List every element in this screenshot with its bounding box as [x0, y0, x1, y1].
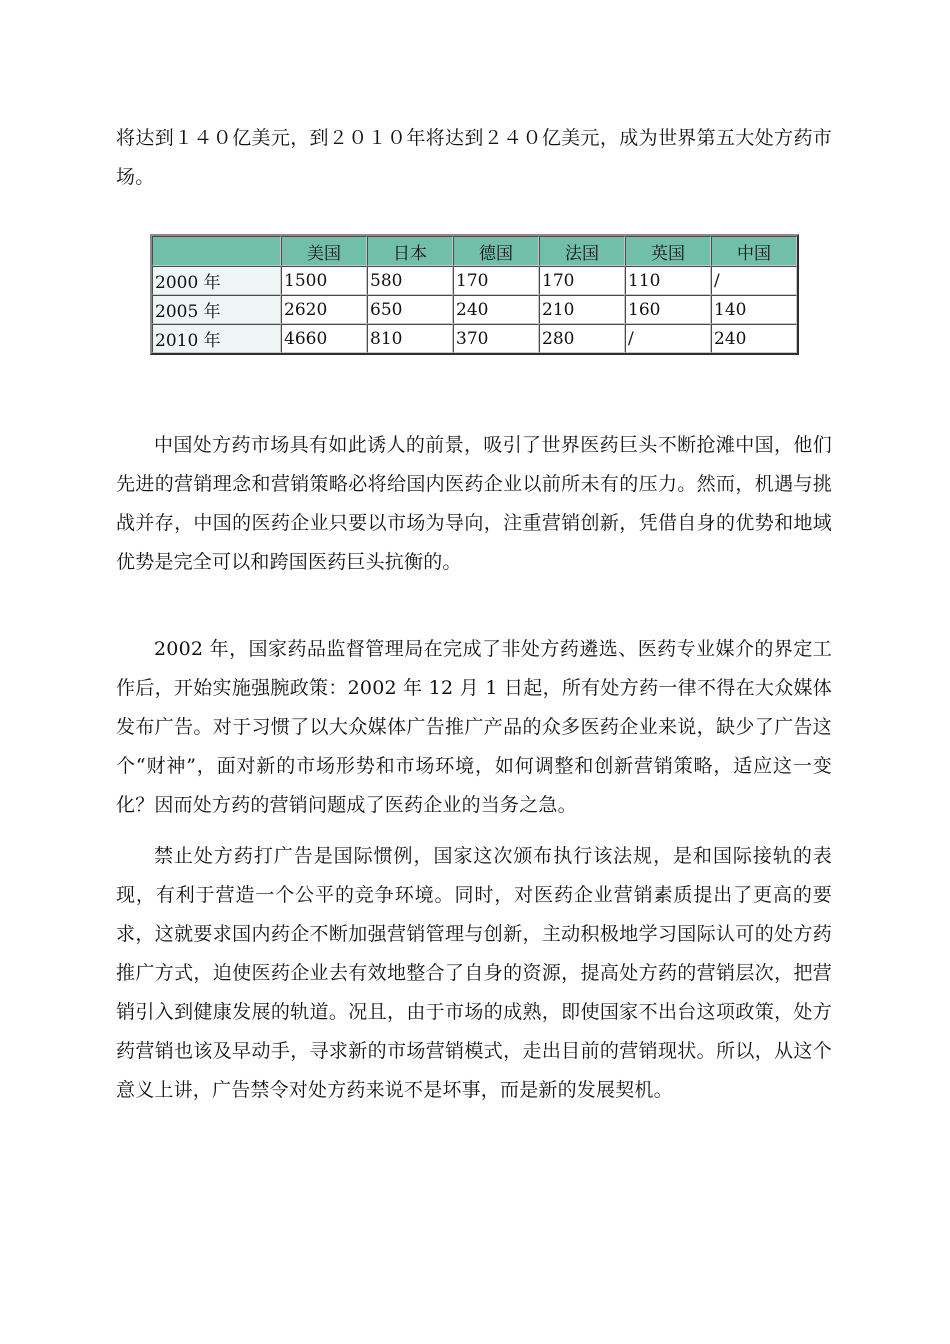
table-cell: 4660: [281, 324, 367, 353]
table-cell: 140: [711, 295, 797, 324]
table-row: [152, 266, 797, 295]
table-cell: 170: [453, 266, 539, 295]
table-cell-year: 2005 年: [152, 295, 281, 324]
table-cell: 650: [367, 295, 453, 324]
table-header-cell-japan: 日本: [367, 236, 453, 266]
table-cell: 170: [539, 266, 625, 295]
table-row: [152, 324, 797, 353]
table-cell: 2620: [281, 295, 367, 324]
table-cell: 370: [453, 324, 539, 353]
table-header-cell-china: 中国: [711, 236, 797, 266]
market-size-table: [150, 234, 799, 355]
table-row: [152, 295, 797, 324]
body-paragraph-3: 禁止处方药打广告是国际惯例，国家这次颁布执行该法规，是和国际接轨的表现，有利于营造一个公平的竞争环境。同时，对医药企业营销素质提出了更高的要求，这就要求国内药企不断加强营销管理与创新，主动积极地学习国际认可的处方药推广方式，迫使医药企业去有效地整合了自身的资源，提高处方药的营销层次，把营销引入到健康发展的轨道。况且，由于市场的成熟，即使国家不出台这项政策，处方药营销也该及早动手，寻求新的市场营销模式，走出目前的营销现状。所以，从这个意义上讲，广告禁令对处方药来说不是坏事，而是新的发展契机。: [116, 845, 832, 1101]
table-cell: 210: [539, 295, 625, 324]
table-cell-year: 2010 年: [152, 324, 281, 353]
table-header-row: [152, 236, 797, 266]
table-cell: /: [625, 324, 711, 353]
table-cell: /: [711, 266, 797, 295]
table-header-cell-usa: 美国: [281, 236, 367, 266]
table-cell: 280: [539, 324, 625, 353]
table-header-cell-france: 法国: [539, 236, 625, 266]
market-table-wrapper: [150, 234, 798, 365]
table-cell: 810: [367, 324, 453, 353]
table-header-cell-uk: 英国: [625, 236, 711, 266]
table-header-cell-germany: 德国: [453, 236, 539, 266]
table-header-cell-corner: [152, 236, 281, 266]
table-cell: 110: [625, 266, 711, 295]
table-cell: 580: [367, 266, 453, 295]
table-cell: 240: [711, 324, 797, 353]
body-paragraph-1: 中国处方药市场具有如此诱人的前景，吸引了世界医药巨头不断抢滩中国，他们先进的营销理念和营销策略必将给国内医药企业以前所未有的压力。然而，机遇与挑战并存，中国的医药企业只要以市场为导向，注重营销创新，凭借自身的优势和地域优势是完全可以和跨国医药巨头抗衡的。: [116, 434, 832, 573]
intro-paragraph: 将达到１４０亿美元，到２０１０年将达到２４０亿美元，成为世界第五大处方药市场。: [116, 127, 832, 188]
table-cell: 160: [625, 295, 711, 324]
body-paragraph-2: 2002 年，国家药品监督管理局在完成了非处方药遴选、医药专业媒介的界定工作后，开始实施强腕政策：2002 年 12 月 1 日起，所有处方药一律不得在大众媒体发布广告。对于习惯了以大众媒体广告推广产品的众多医药企业来说，缺少了广告这个“财神”，面对新的市场形势和市场环境，如何调整和创新营销策略，适应这一变化？因而处方药的营销问题成了医药企业的当务之急。: [116, 638, 832, 816]
table-cell-year: 2000 年: [152, 266, 281, 295]
table-cell: 240: [453, 295, 539, 324]
table-cell: 1500: [281, 266, 367, 295]
